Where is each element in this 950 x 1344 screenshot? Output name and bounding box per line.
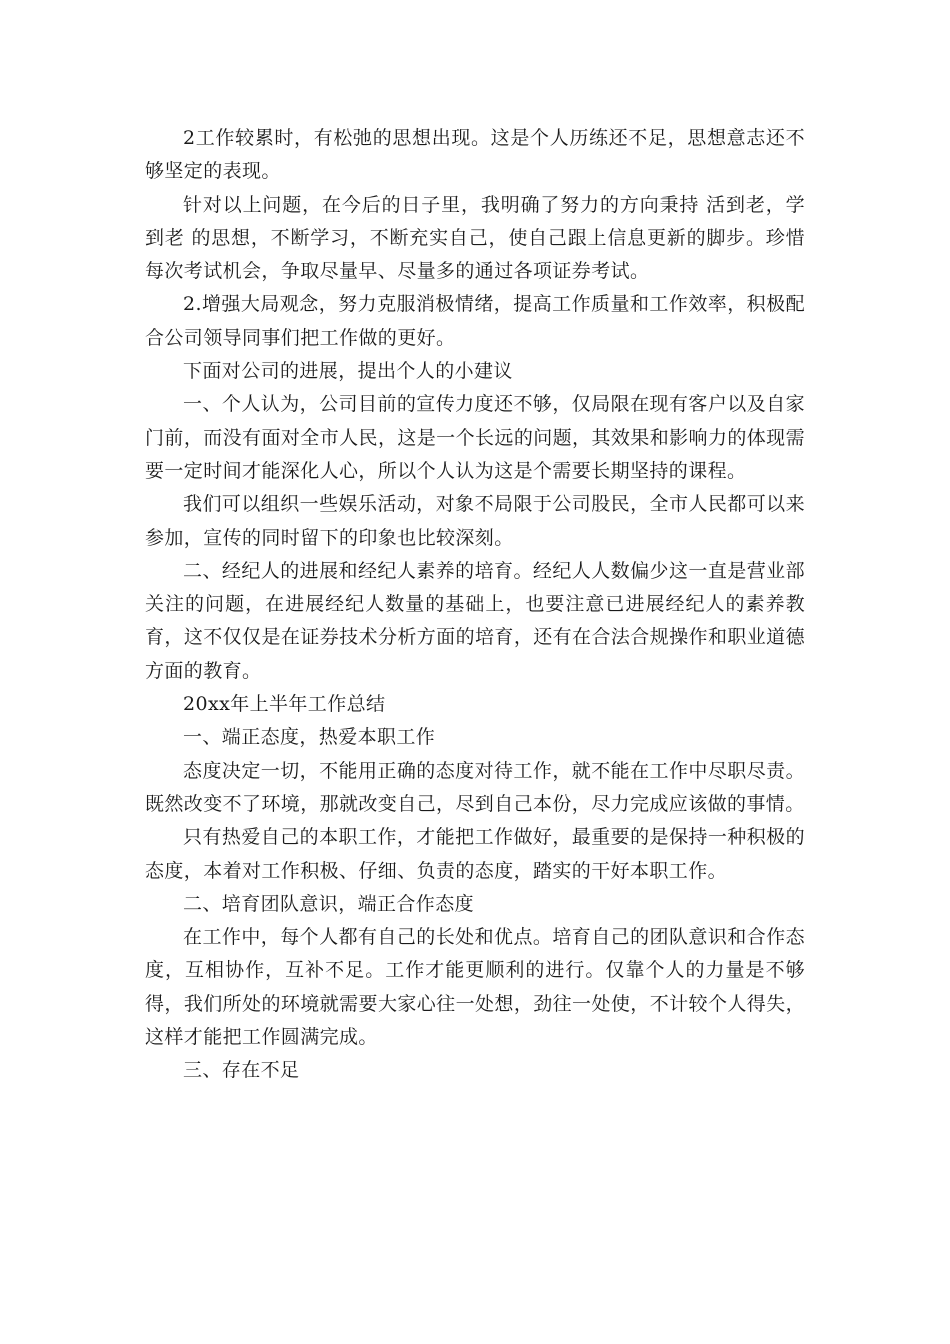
paragraph: 只有热爱自己的本职工作，才能把工作做好，最重要的是保持一种积极的态度，本着对工作积极、仔细、负责的态度，踏实的干好本职工作。 — [145, 826, 805, 882]
document-body — [145, 122, 805, 1088]
paragraph: 一、个人认为，公司目前的宣传力度还不够，仅局限在现有客户以及自家门前，而没有面对全市人民，这是一个长远的问题，其效果和影响力的体现需要一定时间才能深化人心，所以个人认为这是个需要长期坚持的课程。 — [145, 393, 805, 482]
section-heading: 一、端正态度，热爱本职工作 — [183, 726, 436, 749]
paragraph: 2工作较累时，有松弛的思想出现。这是个人历练还不足，思想意志还不够坚定的表现。 — [145, 127, 805, 183]
section-heading: 20xx年上半年工作总结 — [183, 693, 386, 716]
paragraph: 在工作中，每个人都有自己的长处和优点。培育自己的团队意识和合作态度，互相协作，互补不足。工作才能更顺利的进行。仅靠个人的力量是不够得，我们所处的环境就需要大家心往一处想，劲往一处使，不计较个人得失，这样才能把工作圆满完成。 — [145, 926, 805, 1049]
paragraph: 态度决定一切，不能用正确的态度对待工作，就不能在工作中尽职尽责。既然改变不了环境，那就改变自己，尽到自己本份，尽力完成应该做的事情。 — [145, 759, 805, 815]
paragraph: 2.增强大局观念，努力克服消极情绪，提高工作质量和工作效率，积极配合公司领导同事们把工作做的更好。 — [145, 293, 805, 349]
paragraph: 针对以上问题，在今后的日子里，我明确了努力的方向秉持 活到老，学到老 的思想，不断学习，不断充实自己，使自己跟上信息更新的脚步。珍惜每次考试机会，争取尽量早、尽量多的通过各项证券考试。 — [145, 193, 805, 283]
paragraph: 二、经纪人的进展和经纪人素养的培育。经纪人人数偏少这一直是营业部关注的问题，在进展经纪人数量的基础上，也要注意已进展经纪人的素养教育，这不仅仅是在证券技术分析方面的培育，还有在合法合规操作和职业道德方面的教育。 — [145, 559, 805, 682]
section-heading: 三、存在不足 — [183, 1059, 300, 1082]
paragraph: 我们可以组织一些娱乐活动，对象不局限于公司股民，全市人民都可以来参加，宣传的同时留下的印象也比较深刻。 — [145, 493, 805, 549]
section-heading: 二、培育团队意识，端正合作态度 — [183, 892, 475, 915]
section-heading: 下面对公司的进展，提出个人的小建议 — [183, 360, 513, 383]
